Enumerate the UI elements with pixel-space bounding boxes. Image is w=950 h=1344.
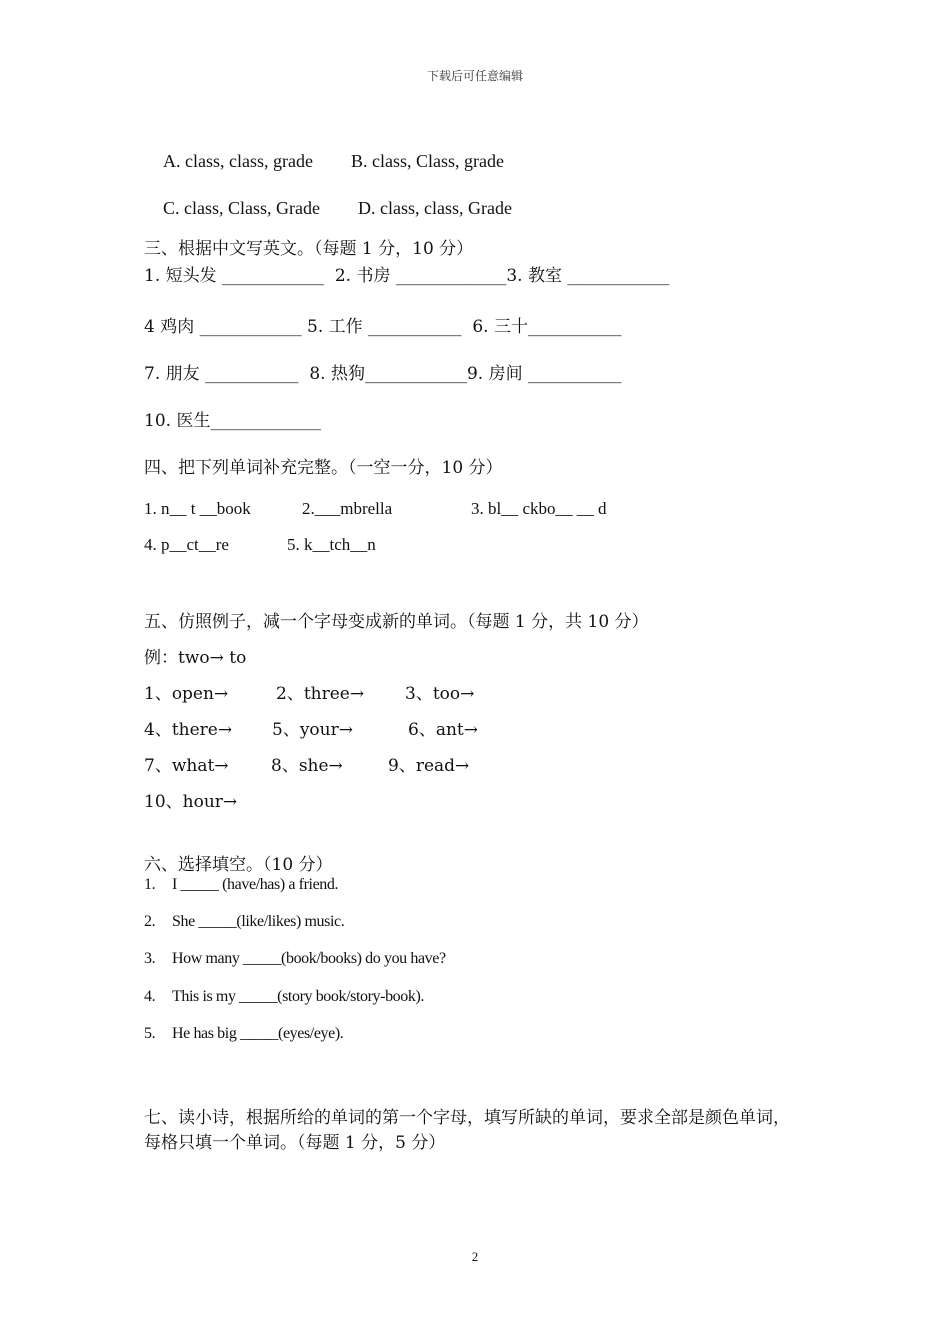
- page-number: 2: [471, 1249, 479, 1264]
- choice-item: [144, 913, 344, 931]
- section7-title: 七、读小诗，根据所给的单词的第一个字母，填写所缺的单词，要求全部是颜色单词，每格只填一个单词。（每题 1 分，5 分）: [144, 1108, 790, 1153]
- page-header: 下载后可任意编辑: [426, 69, 523, 83]
- word-transform-item: 7、what→: [144, 756, 229, 776]
- word-transform-item: 9、read→: [388, 756, 470, 776]
- choice-item: [144, 988, 424, 1006]
- word-transform-item: 8、she→: [271, 756, 343, 776]
- choice-number: 4.: [144, 988, 156, 1005]
- option-a: A. class, class, grade: [163, 151, 313, 171]
- choice-item: [144, 1025, 343, 1043]
- section3-line: 7. 朋友 ___________ 8. 热狗____________9. 房间 ___________: [144, 364, 622, 384]
- choice-text: This is my _____(story book/story-book).: [172, 988, 424, 1005]
- option-d: D. class, class, Grade: [358, 198, 512, 218]
- choice-item: [144, 876, 338, 894]
- choice-number: 5.: [144, 1025, 156, 1042]
- option-c: C. class, Class, Grade: [163, 198, 320, 218]
- section3-line: 1. 短头发 ____________ 2. 书房 _____________3. 教室 ____________: [144, 266, 670, 286]
- section5-title: 五、仿照例子，减一个字母变成新的单词。（每题 1 分，共 10 分）: [144, 612, 649, 632]
- fill-word-item: 2.___mbrella: [302, 499, 393, 518]
- section6-title: 六、选择填空。（10 分）: [144, 855, 333, 875]
- word-transform-item: 3、too→: [405, 684, 475, 704]
- fill-word-item: 5. k__tch__n: [287, 535, 376, 554]
- fill-word-item: 4. p__ct__re: [144, 535, 229, 554]
- choice-text: How many _____(book/books) do you have?: [172, 950, 446, 967]
- section3-line: 10. 医生_____________: [144, 411, 321, 431]
- choice-number: 3.: [144, 950, 156, 967]
- choice-number: 1.: [144, 876, 156, 893]
- section3-line: 4 鸡肉 ____________ 5. 工作 ___________ 6. 三十___________: [144, 317, 622, 337]
- option-b: B. class, Class, grade: [351, 151, 504, 171]
- word-transform-item: 4、there→: [144, 720, 233, 740]
- word-transform-item: 5、your→: [272, 720, 353, 740]
- section4-title: 四、把下列单词补充完整。（一空一分，10 分）: [144, 458, 503, 478]
- section3-title: 三、根据中文写英文。（每题 1 分，10 分）: [144, 239, 474, 259]
- word-transform-item: 10、hour→: [144, 792, 238, 812]
- choice-number: 2.: [144, 913, 156, 930]
- word-transform-item: 6、ant→: [408, 720, 478, 740]
- section5-example: 例：two→ to: [144, 648, 247, 668]
- choice-text: He has big _____(eyes/eye).: [172, 1025, 344, 1042]
- choice-text: I _____ (have/has) a friend.: [172, 876, 339, 893]
- fill-word-item: 3. bl__ ckbo__ __ d: [471, 499, 607, 518]
- fill-word-item: 1. n__ t __book: [144, 499, 251, 518]
- word-transform-item: 2、three→: [276, 684, 365, 704]
- word-transform-item: 1、open→: [144, 684, 229, 704]
- choice-text: She _____(like/likes) music.: [172, 913, 345, 930]
- choice-item: [144, 950, 446, 968]
